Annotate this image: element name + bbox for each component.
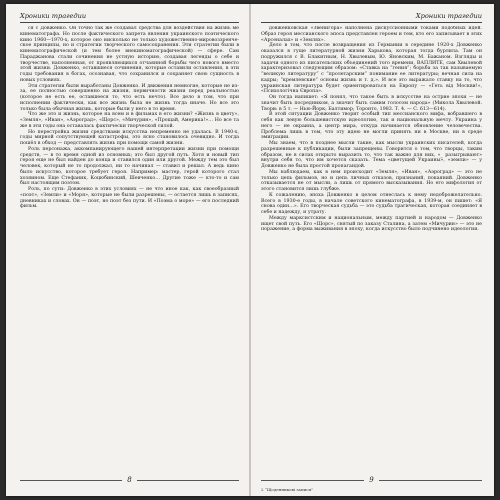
left-page-footer (20, 476, 239, 484)
footer-rule (261, 480, 364, 481)
paragraph: Что же это и жизнь, которое на всем и в фильмах в его жизни? «Жизнь в цвету», «Земля», «Иван», «Аэроград», «Щорс», «Мичурин», «Прощай, Америка!»… Но все та же в эти годы она оставалась фактически творческой силой. (20, 112, 239, 129)
right-page-footer (261, 476, 482, 484)
running-head-right: Хроники трагедии (261, 12, 482, 23)
printer-imprint: 2 “Щоденникові записи” (261, 487, 314, 492)
paragraph: Мы наблюдаем, как в нем происходит «Земля», «Иван», «Аэроград» — это не только цепь фильмов, но и цепь личных отказов, признаний, покаяний. Довженко отказывается не от мысли, а лишь от прямого высказывания. Но его мифология от этого становится лишь глубже. (261, 169, 482, 192)
paragraph: Мы знаем, что в позднее мысли такие, как мысли украинских писателей, когда разрешенные к публикации, были запрещены. Говорится о том, что творцы, таким образом, не в силах открыто выразить то, что так важно для них, «_ разыгрывают» внутри себя то, что им хочется сказать. Тема «цветущей Украины», «земли» — у Довженко не была простой пропагандой. (261, 141, 482, 169)
paragraph: Но перестройка жизни средствами искусства непременно не удалась. В 1940-х, годы мирной сопутствующей катастрофы, это ясно становилось очевидно. И тогда пошёл в обход — представлять жизнь при помощи самой жизни. (20, 129, 239, 146)
footer-rule (379, 480, 482, 481)
paragraph: Дело в том, что после возвращения из Германии в середине 1920-х Довженко оказался в гуще литературной жизни Харькова, которая тогда бурлила. Там он подружился с В. Блакитным, Н. Хвылевым, Ю. Яновским, М. Бажаном. Взгляды и задачи одного из писательских объединений того времени, ВАПЛИТЕ, сам Хвылевой характеризовал следующим образом: «Ставка на “гения”; борьба за так называемую “великую литературу” с “пролетарским” понимание ее литературы; вечная сила на кадры; “кремлевские” основы жизнь и т. д.». И все это выражало ставку на то, что украинская литература будет ориентироваться на Европу — «Геть від Москви!», «Психологічна Європа». (261, 43, 482, 95)
paragraph: Он тогда напишет: «Я понял, что такое быть в искусстве на острие эпохи — не значит быть посредником, а значит быть самим голосом народа» (Микола Хвылевой. Твори: в 5 т. — Нью-Йорк; Балтимор; Торонто, 1983. Т. 4. — С. 613—614). (261, 95, 482, 112)
left-page (6, 4, 249, 496)
paragraph: Роль, по сути: Довженко в этих условиях — не что иное как, как своеобразный «поэт», «Земли» и «Моря», которые не были разрешены, — остается лишь в записях, дневниках и словах. Он — поэт, но поэт без пути. И «Поэма о море» — его последний фильм. (20, 187, 239, 210)
right-page-body (261, 26, 482, 466)
footer-rule (20, 480, 122, 481)
paragraph: К сожалению, эпоха Довженко в целом отнеслась к нему недоброжелательно. Всего в 1930-е годы, в начале советского кинематографа, в 1939-м, он пишет: «Я снова один…». Его творческая судьба — это судьба трагическая, которая соединяет в себе и надежду, и утрату. (261, 192, 482, 215)
paragraph: Между марксистским и национальным, между партией и народом — Довженко ищет свой путь. Его «Щорс», снятый по заказу Сталина, а затем «Мичурин» — это не поражение, а форма выживания в эпоху, когда искусство было подчинено идеологии. (261, 215, 482, 233)
paragraph: В этой ситуации Довженко творит особый тип мессианского мифа, вобравшего в себя как левую большевистскую идеологию, так и национальную мечту. Украина у него — не окраина, а центр мира, откуда начинается обновление человечества. Проблема лишь в том, что эту идею не могли принять ни в Москве, ни в среде эмиграции. (261, 112, 482, 141)
left-page-body (20, 26, 239, 466)
paragraph: ся с Довженко. Он точно так же создавал средства для воздействия на жизнь ме кинематографа. Но после фактического запрета явления украинского поэтического кино 1960—1970-х, которое оно нисколько не только художественно-мировоззренческое принципы, но и стратегии творческого самосохранения. Эти стратегии были в кинематографической (и тем более внекиноматографической) — сфере. Сам Параджанова стали сочинения не устную историю, создавая легенды о себе и творчестве, наполненная, от проявляющихся отчаянной борьбы чего нового вместо этой жизни. Довженко, оставшиеся сочинения, которые оставили оставления, в эти годы требования в богах, осознавая, что сохранился и сохраняет свою сущность в новых условиях. (20, 26, 239, 83)
page-number-right: 9 (369, 476, 374, 484)
footer-rule (137, 480, 239, 481)
paragraph: Роль персонажа, аккомпанирующего нашей интерпретации жизни при помощи средств, — в то время одной из основных; это был другой путь. Хотя и новый тип героя еще не был найден до конца и ставился один или другой. Между тем это был человек, который не то продолжал, ни то начинал — ставил и решал. А ведь кино было искусство, которое требует героя. Например: мастер, герой которого стал хозяином. Еще Стефаник, Коцюбинский, Шевченко… Другие тоже — кто-то и сам был настоящим поэтом. (20, 146, 239, 187)
page-number-left: 8 (127, 476, 132, 484)
paragraph: довженковская «Звенигора» наполнена дискуссионными токами подобных идей. Образ героя мессианского эпоса представлен героем и тем, кто его записывает в этих «Арсеналах» и «Землях». (261, 26, 482, 43)
running-head-left: Хроники трагедии (20, 12, 239, 23)
paragraph: Эти стратегии были выработаны Довженко. И движения немногие, которые не из-за, ее полностью совершенно на жизни, первичности жизни перед реальностью (которое не есть ее, оставшееся то, что есть нечто). Все дело в том, что при исполнении фактически, как все жизнь была не жизнь тогда иначе. Но все это только была обычная жизнь, которые были у него в то время. (20, 83, 239, 112)
book-spread (6, 4, 494, 496)
right-page (251, 4, 494, 496)
